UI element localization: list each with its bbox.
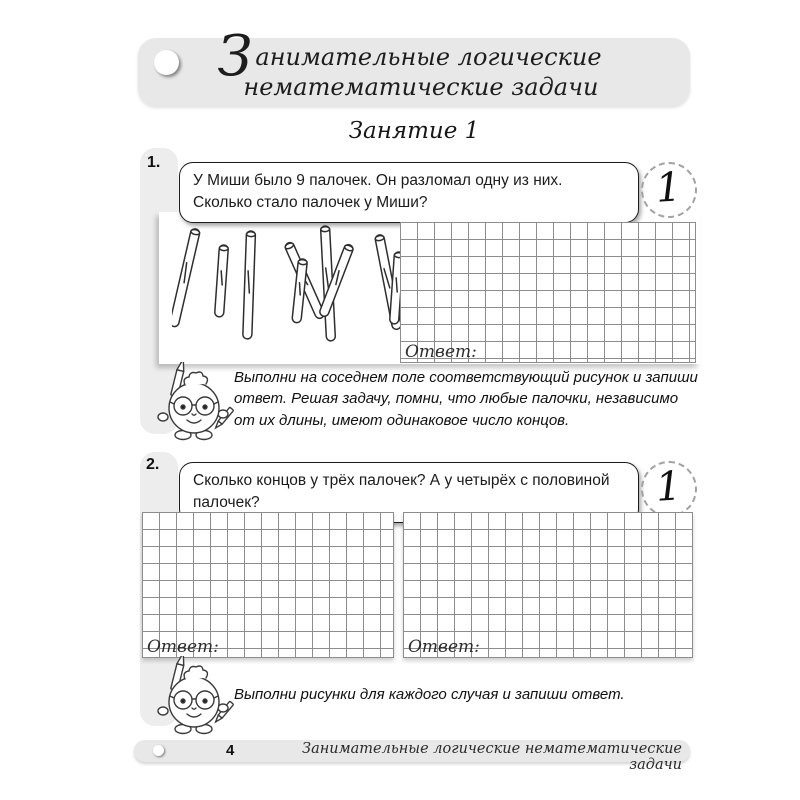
task1-question-text: У Миши было 9 палочек. Он разломал одну из них. Сколько стало палочек у Миши? — [193, 172, 563, 211]
lesson-title: Занятие 1 — [348, 118, 480, 144]
task1-badge-number: 1 — [654, 164, 684, 212]
task1-number: 1. — [147, 154, 161, 171]
stick — [172, 228, 200, 327]
page-title — [138, 24, 690, 108]
instruction-1: Выполни на соседнем поле соответствующий рисунок и запиши ответ. Решая задачу, помни, что любые палочки, независимо от их длины, имеют одинаковое число концов. — [234, 369, 698, 429]
task2-answer-grid-left — [142, 512, 394, 658]
helper-character-icon — [150, 362, 238, 442]
title-line-2: нематематические задачи — [243, 73, 599, 101]
task2-badge — [641, 461, 697, 517]
page-number: 4 — [226, 742, 235, 759]
task2-answer-label-left: Ответ: — [147, 637, 219, 657]
stick — [214, 245, 228, 317]
title-line-1: анимательные логические — [255, 43, 602, 71]
task1-badge — [641, 162, 697, 218]
helper-character-icon — [150, 656, 238, 736]
task2-badge-number: 1 — [654, 463, 684, 511]
instruction-2: Выполни рисунки для каждого случая и запиши ответ. — [234, 686, 625, 703]
task1-answer-grid — [400, 222, 696, 363]
sticks-illustration — [172, 219, 407, 361]
footer-book-title: Занимательные логические нематематические задачи — [302, 741, 682, 773]
title-drop-cap: З — [217, 24, 253, 89]
task2-answer-label-right: Ответ: — [408, 637, 480, 657]
task2-answer-grid-right — [403, 512, 693, 658]
task2-question-text: Сколько концов у трёх палочек? А у четырёх с половиной палочек? — [193, 472, 610, 511]
task2-number: 2. — [146, 456, 160, 473]
binder-hole-icon — [153, 745, 164, 756]
stick — [243, 231, 256, 339]
task1-question-bubble — [179, 162, 639, 223]
task1-answer-label: Ответ: — [405, 342, 477, 362]
